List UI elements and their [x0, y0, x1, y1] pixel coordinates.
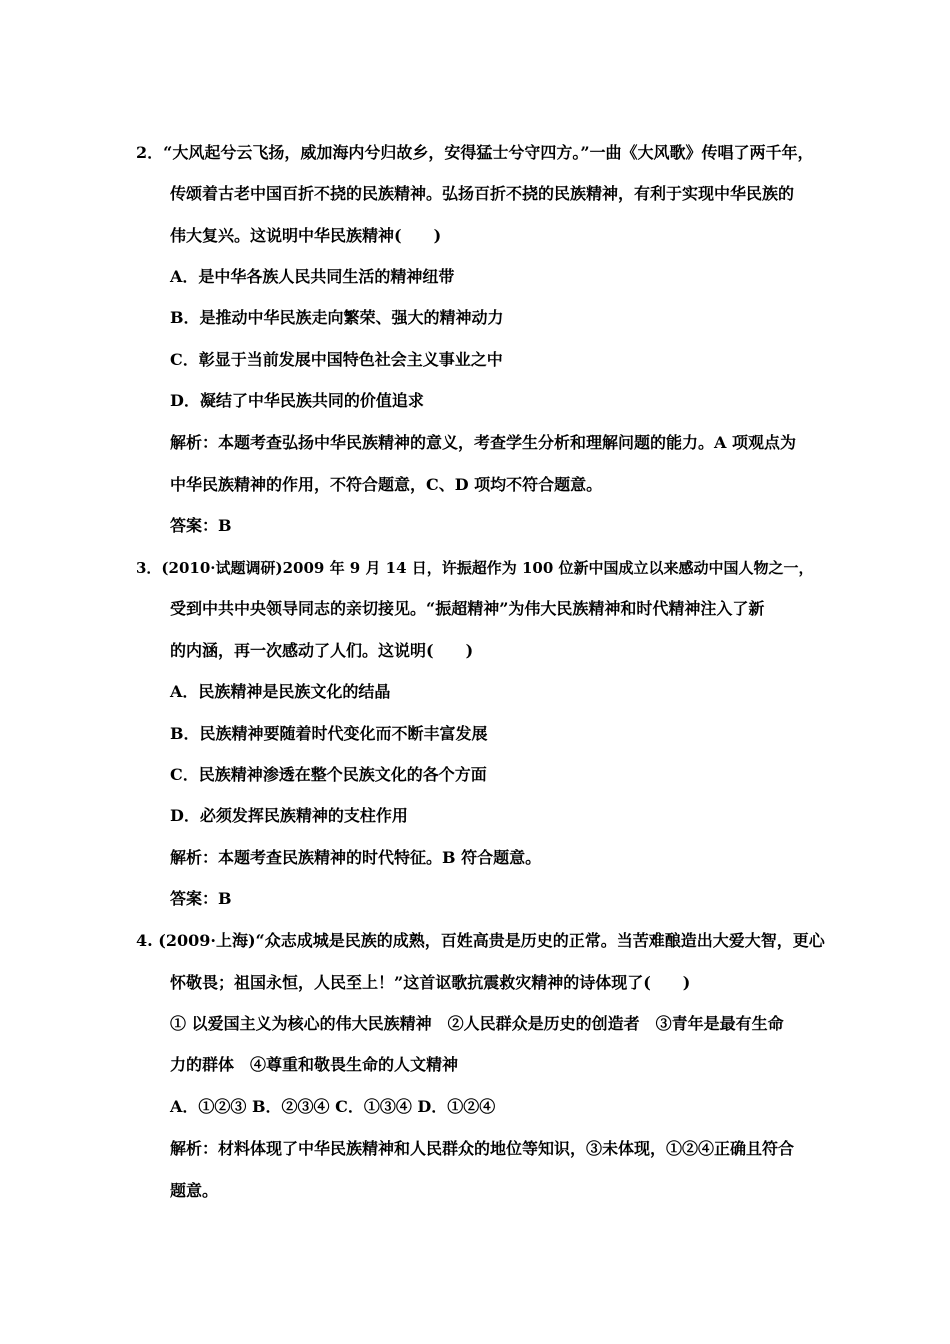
option-a: A．是中华各族人民共同生活的精神纽带: [170, 267, 455, 286]
question-stem-line: 怀敬畏；祖国永恒，人民至上！”这首讴歌抗震救灾精神的诗体现了( ): [170, 973, 691, 992]
statement-line: 力的群体 ④尊重和敬畏生命的人文精神: [170, 1055, 459, 1074]
statement-line: ① 以爱国主义为核心的伟大民族精神 ②人民群众是历史的创造者 ③青年是最有生命: [170, 1014, 784, 1033]
question-stem-line: 4. (2009·上海)“众志成城是民族的成熟，百姓高贵是历史的正常。当苦难酿造出大爱大智，更心: [136, 931, 825, 950]
option-b: B．民族精神要随着时代变化而不断丰富发展: [170, 724, 488, 743]
analysis-line: 题意。: [170, 1181, 219, 1200]
option-b: B．是推动中华民族走向繁荣、强大的精神动力: [170, 308, 504, 327]
option-a: A．民族精神是民族文化的结晶: [170, 682, 391, 701]
analysis-line: 解析：材料体现了中华民族精神和人民群众的地位等知识，③未体现，①②④正确且符合: [170, 1139, 795, 1158]
options-inline: A．①②③ B．②③④ C．①③④ D．①②④: [170, 1097, 496, 1116]
option-d: D．凝结了中华民族共同的价值追求: [170, 391, 424, 410]
question-stem-line: 2．“大风起兮云飞扬，威加海内兮归故乡，安得猛士兮守四方。”一曲《大风歌》传唱了两千年，: [136, 143, 814, 162]
question-stem-line: 传颂着古老中国百折不挠的民族精神。弘扬百折不挠的民族精神，有利于实现中华民族的: [170, 184, 795, 203]
question-stem-line: 伟大复兴。这说明中华民族精神( ): [170, 226, 442, 245]
analysis-line: 中华民族精神的作用，不符合题意，C、D 项均不符合题意。: [170, 475, 603, 494]
option-c: C．民族精神渗透在整个民族文化的各个方面: [170, 765, 487, 784]
question-stem-line: 受到中共中央领导同志的亲切接见。“振超精神”为伟大民族精神和时代精神注入了新: [170, 599, 765, 618]
option-c: C．彰显于当前发展中国特色社会主义事业之中: [170, 350, 503, 369]
analysis-line: 解析：本题考查弘扬中华民族精神的意义，考查学生分析和理解问题的能力。A 项观点为: [170, 433, 796, 452]
answer: 答案：B: [170, 889, 232, 908]
question-stem-line: 的内涵，再一次感动了人们。这说明( ): [170, 641, 474, 660]
option-d: D．必须发挥民族精神的支柱作用: [170, 806, 408, 825]
analysis-line: 解析：本题考查民族精神的时代特征。B 符合题意。: [170, 848, 542, 867]
question-stem-line: 3．(2010·试题调研)2009 年 9 月 14 日，许振超作为 100 位新中国成立以来感动中国人物之一，: [136, 559, 814, 577]
answer: 答案：B: [170, 516, 232, 535]
